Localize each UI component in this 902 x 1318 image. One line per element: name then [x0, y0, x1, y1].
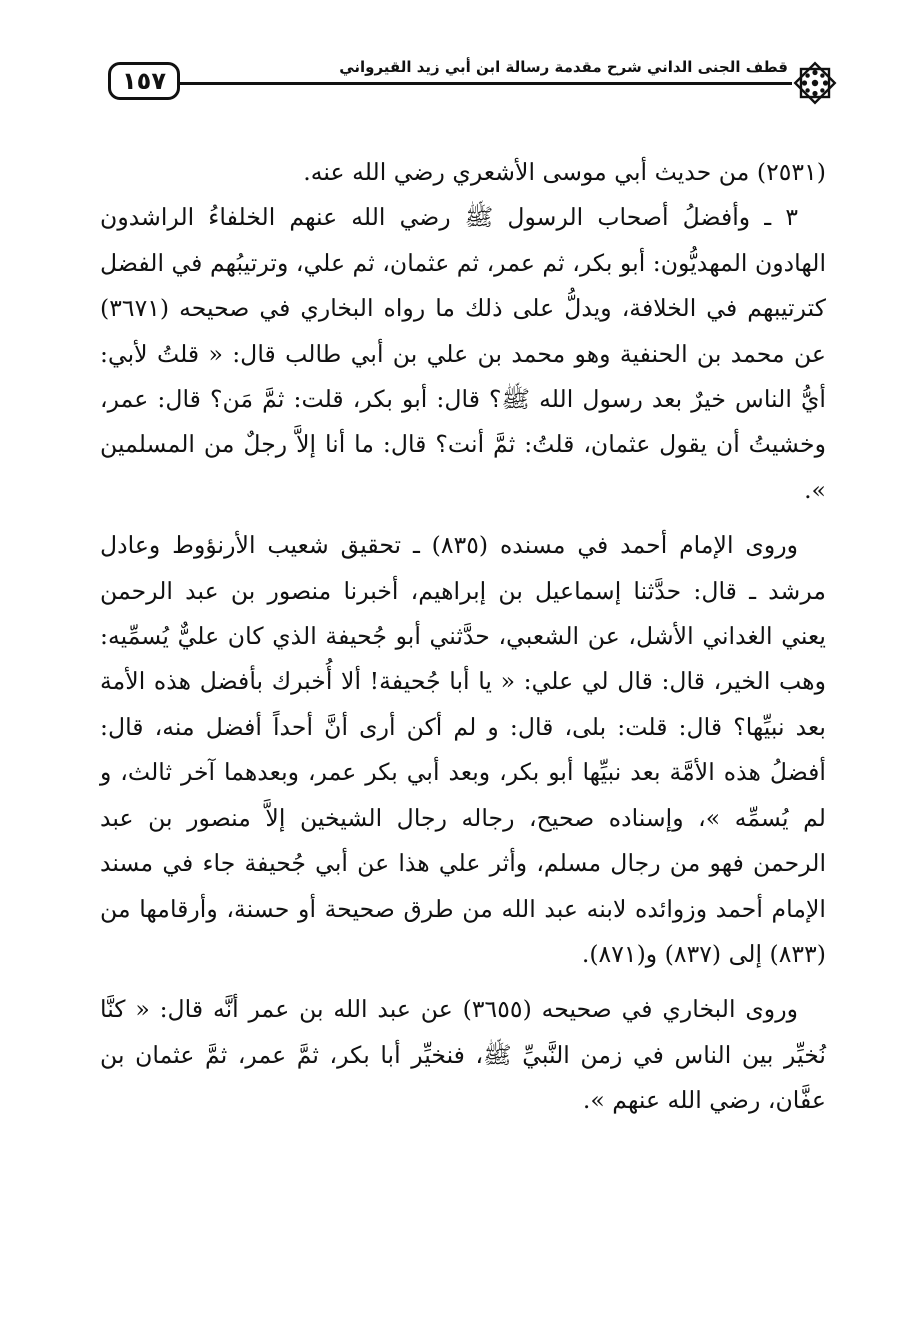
page-number: ١٥٧ [108, 62, 180, 100]
eight-point-star-ornament-icon [790, 58, 840, 108]
header-rule [180, 82, 792, 85]
paragraph-1: (٢٥٣١) من حديث أبي موسى الأشعري رضي الله عنه. [303, 158, 826, 186]
page-header [108, 58, 840, 122]
running-title: قطف الجنى الداني شرح مقدمة رسالة ابن أبي زيد القيرواني [331, 58, 788, 76]
paragraph-3: وروى الإمام أحمد في مسنده (٨٣٥) ـ تحقيق شعيب الأرنؤوط وعادل مرشد ـ قال: حدَّثنا إسماعيل بن إبراهيم، أخبرنا منصور بن عبد الرحمن يعني الغداني الأشل، عن الشعبي، حدَّثني أبو جُحيفة الذي كان عليٌّ يُسمِّيه: وهب الخير، قال: قال لي علي: « يا أبا جُحيفة! ألا أُخبرك بأفضل هذه الأمة بعد نبيِّها؟ قال: قلت: بلى، قال: و لم أكن أرى أنَّ أحداً أفضل منه، قال: أفضلُ هذه الأمَّة بعد نبيِّها أبو بكر، وبعد أبي بكر عمر، وبعدهما آخر ثالث، و لم يُسمِّه »، وإسناده صحيح، رجاله رجال الشيخين إلاَّ منصور بن عبد الرحمن فهو من رجال مسلم، وأثر علي هذا عن أبي جُحيفة جاء في مسند الإمام أحمد وزوائده لابنه عبد الله من طرق صحيحة أو حسنة، وأرقامها من (٨٣٣) إلى (٨٣٧) و(٨٧١). [100, 531, 826, 968]
main-text [100, 150, 826, 1124]
paragraph-4: وروى البخاري في صحيحه (٣٦٥٥) عن عبد الله بن عمر أنَّه قال: « كنَّا نُخيِّر بين الناس في زمن النَّبيِّ ﷺ، فنخيِّر أبا بكر، ثمَّ عمر، ثمَّ عثمان بن عفَّان، رضي الله عنهم ». [100, 995, 826, 1115]
paragraph-2: ٣ ـ وأفضلُ أصحاب الرسول ﷺ رضي الله عنهم الخلفاءُ الراشدون الهادون المهديُّون: أبو بكر، ثم عمر، ثم عثمان، ثم علي، وترتيبُهم في الفضل كترتيبهم في الخلافة، ويدلُّ على ذلك ما رواه البخاري في صحيحه (٣٦٧١) عن محمد بن الحنفية وهو محمد بن علي بن أبي طالب قال: « قلتُ لأبي: أيُّ الناس خيرٌ بعد رسول الله ﷺ؟ قال: أبو بكر، قلت: ثمَّ مَن؟ قال: عمر، وخشيتُ أن يقول عثمان، قلتُ: ثمَّ أنت؟ قال: ما أنا إلاَّ رجلٌ من المسلمين ». [100, 203, 826, 504]
